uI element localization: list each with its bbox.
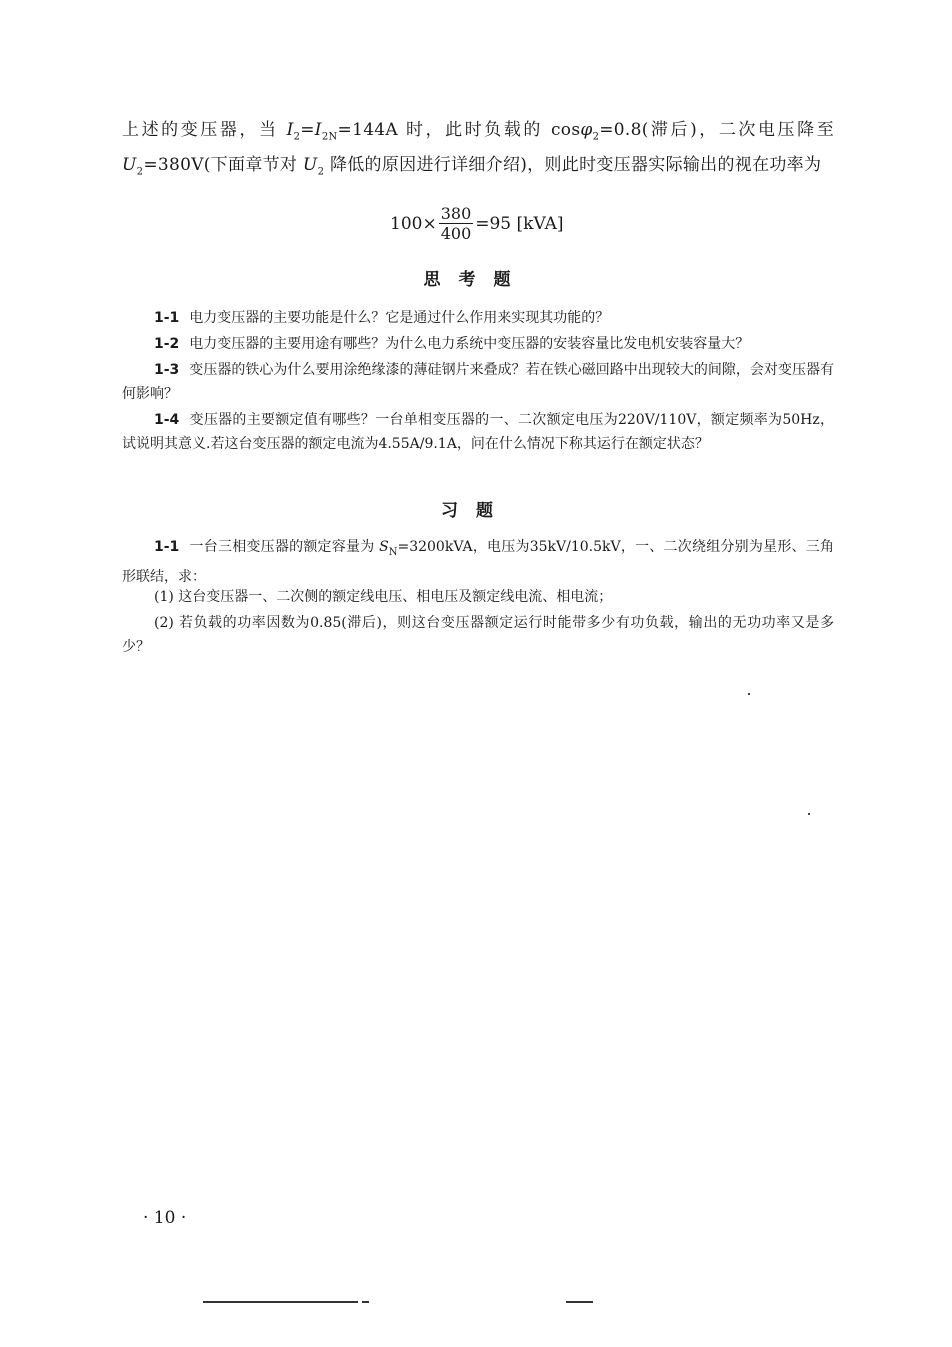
question-number: 1-1 [154, 310, 180, 326]
equation-suffix: =95 [kVA] [475, 213, 564, 234]
exercise-subquestion-1: (1) 这台变压器一、二次侧的额定线电压、相电压及额定线电流、相电流； [154, 589, 613, 605]
apparent-power-equation [390, 205, 564, 242]
fraction-denominator: 400 [440, 224, 472, 243]
question-item [122, 358, 834, 406]
section-heading-think: 思考题 [423, 270, 529, 290]
question-number: 1-4 [154, 412, 180, 428]
equation-prefix: 100× [390, 213, 437, 234]
exercise-subquestion-2: (2) 若负载的功率因数为0.85(滞后)，则这台变压器额定运行时能带多少有功负载，输出的无功功率又是多少？ [122, 615, 834, 655]
intro-paragraph: 上述的变压器，当 $I_2=I_{2N}=144A$ 时，此时负载的 cosφ$_2$=0.8(滞后)，二次电压降至 $U_2=380V$(下面章节对 $U_2$ 降低的原因进行详细介绍)，则此时变压器实际输出的视在功率为 [122, 120, 835, 178]
equation-fraction [439, 205, 474, 242]
section-heading-exercise: 习题 [441, 501, 511, 521]
bottom-scan-line [203, 1301, 358, 1303]
bottom-scan-line [362, 1301, 369, 1303]
question-text: 电力变压器的主要功能是什么？它是通过什么作用来实现其功能的？ [189, 310, 610, 326]
question-item [122, 306, 834, 330]
scan-speck [748, 693, 750, 695]
question-text: 变压器的主要额定值有哪些？一台单相变压器的一、二次额定电压为220V/110V，额定频率为50Hz，试说明其意义.若这台变压器的额定电流为4.55A/9.1A，问在什么情况下称其运行在额定状态？ [122, 412, 834, 452]
page-number: · 10 · [143, 1208, 187, 1228]
exercise-item: 1-1 一台三相变压器的额定容量为 $S_N=3200kVA$，电压为35kV/10.5kV，一、二次绕组分别为星形、三角形联结，求： [122, 539, 834, 585]
question-text: 电力变压器的主要用途有哪些？为什么电力系统中变压器的安装容量比发电机安装容量大？ [189, 336, 750, 352]
question-number: 1-2 [154, 336, 180, 352]
fraction-numerator: 380 [440, 204, 472, 223]
question-text: 变压器的铁心为什么要用涂绝缘漆的薄硅钢片来叠成？若在铁心磁回路中出现较大的间隙，会对变压器有何影响？ [122, 362, 834, 402]
question-number: 1-3 [154, 362, 180, 378]
scan-speck [808, 813, 810, 815]
exercise-number: 1-1 [154, 539, 180, 555]
question-item [122, 408, 834, 456]
bottom-scan-line [566, 1301, 593, 1303]
question-item [122, 332, 834, 356]
